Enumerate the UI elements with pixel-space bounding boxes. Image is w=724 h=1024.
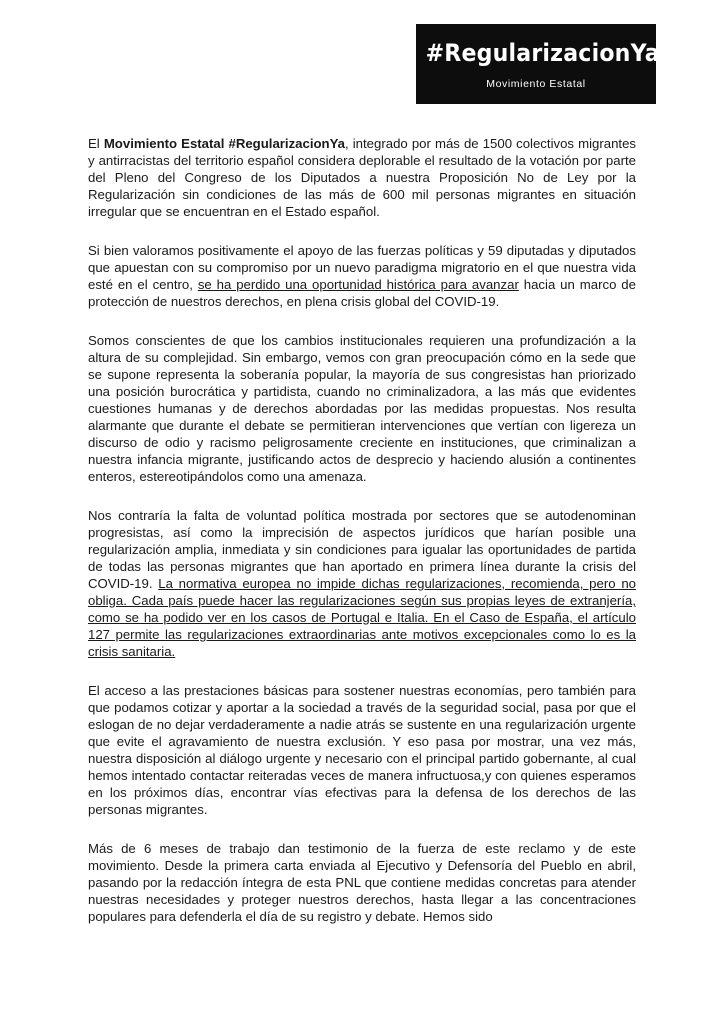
paragraph-2-intro: Si bien valoramos positivamente el apoyo de las fuerzas políticas y 59 diputadas y diputados que apuestan con su compromiso por un nuevo paradigma migratorio en el que nuestra vida esté en el centro,: [88, 243, 636, 292]
paragraph-4: [88, 507, 636, 660]
paragraph-4-intro: Nos contraría la falta de voluntad política mostrada por sectores que se autodenominan progresistas, así como la imprecisión de aspectos jurídicos que harían posible una regularización amplia, inmediata y sin condiciones para igualar las oportunidades de partida de todas las personas migrantes que han aportado en primera línea durante la crisis del COVID-19.: [88, 508, 636, 591]
underlined-phrase: se ha perdido una oportunidad histórica para avanzar: [197, 277, 519, 292]
document-body: [88, 135, 636, 947]
paragraph-1: [88, 135, 636, 220]
paragraph-3: Somos conscientes de que los cambios institucionales requieren una profundización a la altura de su complejidad. Sin embargo, vemos con gran preocupación cómo en la sede que se supone representa la soberanía popular, la mayoría de sus congresistas han priorizado una posición burocrática y partidista, cuando no criminalizadora, a las más que evidentes cuestiones humanas y de derechos abordadas por las medidas propuestas. Nos resulta alarmante que durante el debate se permitieran intervenciones que vertían con ligereza un discurso de odio y racismo peligrosamente creciente en instituciones, que criminalizan a nuestra infancia migrante, justificando actos de desprecio y haciendo alusión a continentes enteros, estereotipándolos como una amenaza.: [88, 333, 636, 484]
logo-title: #RegularizacionYa: [425, 39, 660, 67]
paragraph-6: Más de 6 meses de trabajo dan testimonio de la fuerza de este reclamo y de este movimiento. Desde la primera carta enviada al Ejecutivo y Defensoría del Pueblo en abril, pasando por la redacción íntegra de esta PNL que contiene medidas concretas para atender nuestras necesidades y proteger nuestros derechos, hasta llegar a las concentraciones populares para defenderla el día de su registro y debate. Hemos sido: [88, 841, 636, 924]
logo-subtitle: Movimiento Estatal: [486, 78, 586, 90]
movement-name: Movimiento Estatal #RegularizacionYa: [103, 136, 346, 151]
paragraph-2: [88, 242, 636, 310]
paragraph-1-intro: El: [88, 136, 104, 151]
paragraph-5: El acceso a las prestaciones básicas para sostener nuestras economías, pero también para que podamos cotizar y aportar a la sociedad a través de la seguridad social, pasa por que el eslogan de no dejar verdaderamente a nadie atrás se sustente en una regularización urgente que evite el agravamiento de nuestra exclusión. Y eso pasa por mostrar, una vez más, nuestra disposición al diálogo urgente y necesario con el principal partido gobernante, al cual hemos intentado contactar reiteradas veces de manera infructuosa,y con quienes esperamos en los próximos días, encontrar vías efectivas para la defensa de los derechos de las personas migrantes.: [88, 683, 636, 817]
paragraph-2-text: hacia un marco de protección de nuestros derechos, en plena crisis global del COVID-19.: [88, 277, 636, 309]
paragraph-1-text: , integrado por más de 1500 colectivos migrantes y antirracistas del territorio español considera deplorable el resultado de la votación por parte del Pleno del Congreso de los Diputados a nuestra Proposición No de Ley por la Regularización sin condiciones de las más de 600 mil personas migrantes en situación irregular que se encuentran en el Estado español.: [88, 136, 636, 219]
underlined-legal-note: La normativa europea no impide dichas regularizaciones, recomienda, pero no obliga. Cada país puede hacer las regularizaciones según sus propias leyes de extranjería, como se ha podido ver en los casos de Portugal e Italia. En el Caso de España, el artículo 127 permite las regularizaciones extraordinarias ante motivos excepcionales como lo es la crisis sanitaria.: [88, 576, 636, 659]
logo-block: [416, 24, 660, 104]
